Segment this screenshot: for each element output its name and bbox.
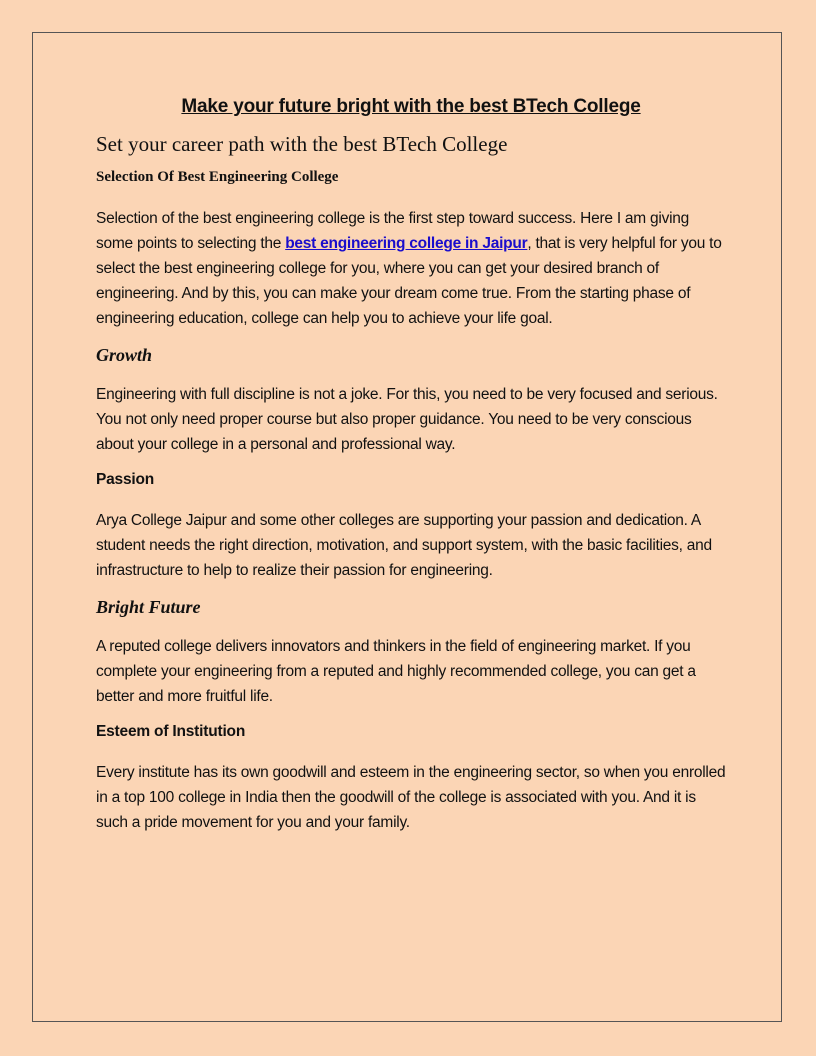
paragraph-selection — [96, 206, 726, 331]
section-heading-growth: Growth — [96, 345, 153, 365]
paragraph-passion: Arya College Jaipur and some other colleges are supporting your passion and dedication. A student needs the right direction, motivation, and support system, with the basic facilities, and infrastructure to help to realize their passion for engineering. — [96, 512, 712, 579]
section-heading-bright-future: Bright Future — [96, 597, 201, 617]
document-content — [96, 96, 726, 849]
section-heading-esteem: Esteem of Institution — [96, 723, 246, 740]
paragraph-selection-start: Selection of the best engineering college is the first step toward success. Here I am giving some points to selecting the — [96, 210, 690, 252]
document-title: Make your future bright with the best BTech College — [181, 96, 641, 117]
best-engineering-college-link[interactable]: best engineering college in Jaipur — [285, 235, 528, 252]
paragraph-selection-end: , that is very helpful for you to select the best engineering college for you, where you can get your desired branch of engineering. And by this, you can make your dream come true. From the starting phase of engineering education, college can help you to achieve your life goal. — [96, 235, 722, 327]
paragraph-esteem: Every institute has its own goodwill and esteem in the engineering sector, so when you enrolled in a top 100 college in India then the goodwill of the college is associated with you. And it is such a pride movement for you and your family. — [96, 764, 726, 831]
section-heading-passion: Passion — [96, 471, 155, 488]
paragraph-growth: Engineering with full discipline is not a joke. For this, you need to be very focused and serious. You not only need proper course but also proper guidance. You need to be very conscious about your college in a personal and professional way. — [96, 386, 718, 453]
document-subtitle: Set your career path with the best BTech College — [96, 132, 508, 156]
section-heading-selection: Selection Of Best Engineering College — [96, 169, 339, 185]
paragraph-bright-future: A reputed college delivers innovators and thinkers in the field of engineering market. If you complete your engineering from a reputed and highly recommended college, you can get a better and more fruitful life. — [96, 638, 696, 705]
